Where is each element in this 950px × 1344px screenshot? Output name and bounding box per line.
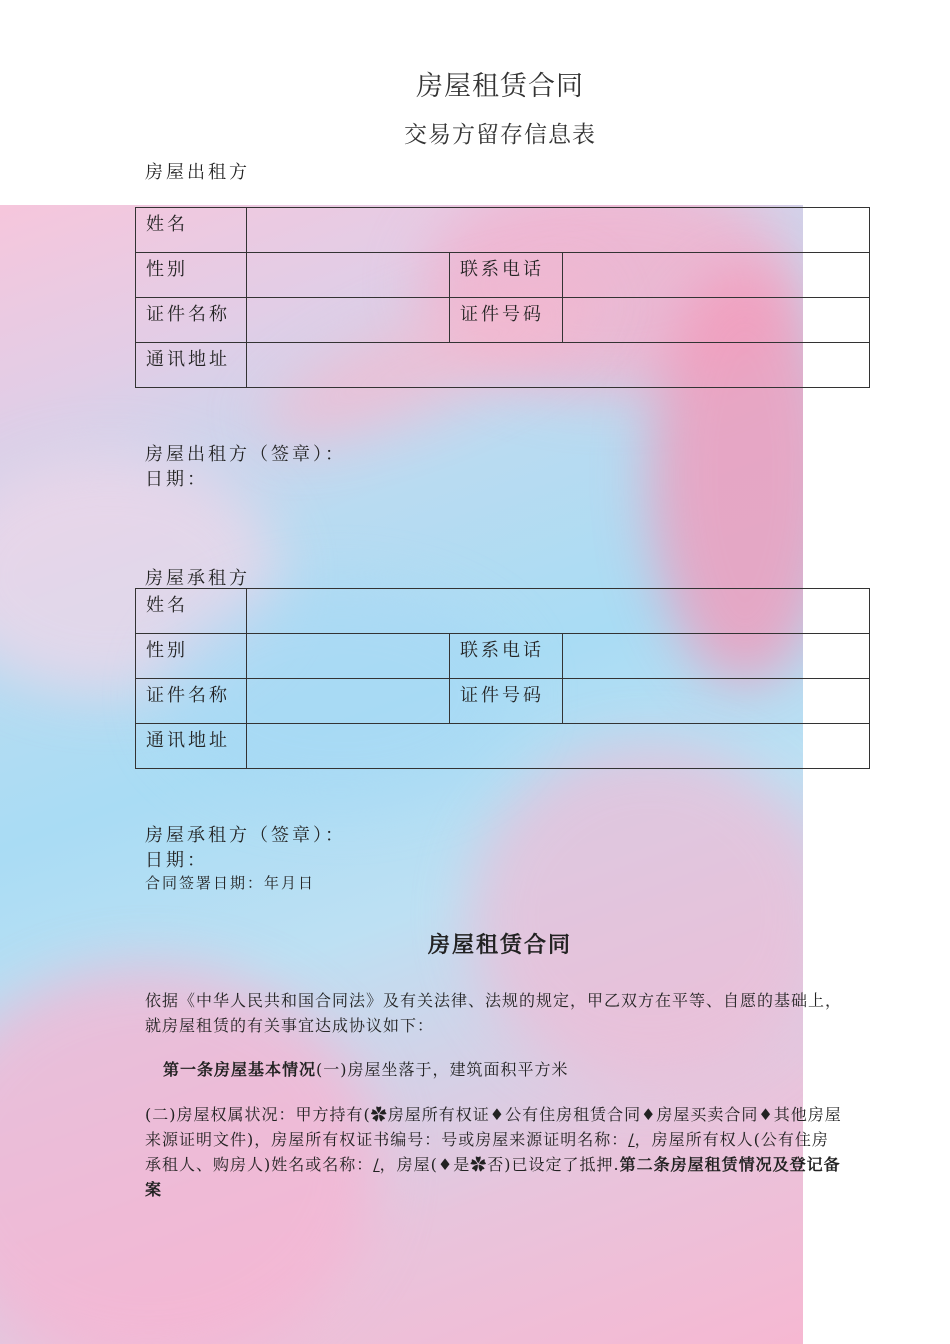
- ownership-text: ，房屋(♦是✿否)已设定了抵押.: [379, 1155, 620, 1174]
- contract-intro: 依据《中华人民共和国合同法》及有关法律、法规的规定，甲乙双方在平等、自愿的基础上，就房屋租赁的有关事宜达成协议如下：: [145, 991, 843, 1035]
- article-1: [163, 1057, 863, 1082]
- phone-label: 联系电话: [450, 634, 563, 679]
- lessee-date-label: 日期：: [145, 850, 208, 871]
- document-title: 房屋租赁合同: [416, 71, 584, 102]
- id-number-field[interactable]: [563, 298, 870, 343]
- table-row: [136, 679, 870, 724]
- blank-field: /: [628, 1130, 635, 1149]
- name-field[interactable]: [247, 208, 870, 253]
- phone-field[interactable]: [563, 634, 870, 679]
- lessor-heading: 房屋出租方: [145, 162, 250, 183]
- lessee-signature-label: 房屋承租方（签章）：: [145, 825, 346, 846]
- address-field[interactable]: [247, 343, 870, 388]
- article-2-title: 第二条房屋租赁情况及登记备案: [145, 1155, 841, 1199]
- name-field[interactable]: [247, 589, 870, 634]
- ownership-text: ，房屋所有权人(公有住房承租人、购房人)姓名或名称：: [145, 1130, 829, 1174]
- blank-field: /: [373, 1155, 380, 1174]
- article-1-text: (一)房屋坐落于，建筑面积平方米: [316, 1060, 569, 1079]
- id-number-label: 证件号码: [450, 298, 563, 343]
- name-label: 姓名: [136, 589, 247, 634]
- lessee-heading: 房屋承租方: [145, 568, 250, 589]
- lessor-info-table: [135, 207, 870, 388]
- contract-title: 房屋租赁合同: [427, 932, 572, 958]
- id-type-field[interactable]: [247, 298, 450, 343]
- name-label: 姓名: [136, 208, 247, 253]
- lessee-info-table: [135, 588, 870, 769]
- id-number-field[interactable]: [563, 679, 870, 724]
- id-type-label: 证件名称: [136, 298, 247, 343]
- id-type-field[interactable]: [247, 679, 450, 724]
- table-row: [136, 253, 870, 298]
- gender-label: 性别: [136, 253, 247, 298]
- table-row: [136, 589, 870, 634]
- address-label: 通讯地址: [136, 724, 247, 769]
- table-row: [136, 634, 870, 679]
- ownership-paragraph: [145, 1102, 845, 1202]
- table-row: [136, 208, 870, 253]
- address-field[interactable]: [247, 724, 870, 769]
- ownership-text: (二)房屋权属状况：甲方持有(✿房屋所有权证♦公有住房租赁合同♦房屋买卖合同♦其他房屋来源证明文件)，房屋所有权证书编号：号或房屋来源证明名称：: [145, 1105, 842, 1149]
- table-row: [136, 724, 870, 769]
- gender-field[interactable]: [247, 634, 450, 679]
- table-row: [136, 343, 870, 388]
- phone-field[interactable]: [563, 253, 870, 298]
- id-type-label: 证件名称: [136, 679, 247, 724]
- document-subtitle: 交易方留存信息表: [404, 122, 596, 148]
- id-number-label: 证件号码: [450, 679, 563, 724]
- lessor-date-label: 日期：: [145, 469, 208, 490]
- address-label: 通讯地址: [136, 343, 247, 388]
- table-row: [136, 298, 870, 343]
- gender-field[interactable]: [247, 253, 450, 298]
- phone-label: 联系电话: [450, 253, 563, 298]
- gender-label: 性别: [136, 634, 247, 679]
- lessor-signature-label: 房屋出租方（签章）：: [145, 444, 346, 465]
- article-1-title: 第一条房屋基本情况: [163, 1060, 317, 1079]
- contract-sign-date-label: 合同签署日期：年月日: [145, 874, 316, 892]
